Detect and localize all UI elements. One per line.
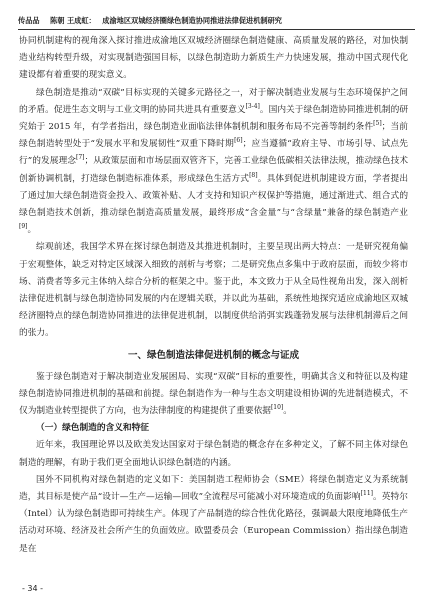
header-article-title: 成渝地区双城经济圈绿色制造协同推进法律促进机制研究 (102, 16, 282, 25)
citation: [10] (270, 404, 284, 412)
paragraph-text: 。 (27, 225, 37, 236)
intro-paragraph-3 (19, 239, 408, 342)
page-number: - 34 - (22, 584, 44, 593)
paragraph-text: ；当前绿色制造转型处于“发展水平和发展韧性”双重下降时期 (19, 122, 408, 150)
subsection-paragraph-1 (19, 437, 408, 471)
citation: [8] (249, 171, 258, 179)
paragraph-text: 绿色制造是推动“双碳”目标实现的关键多元路径之一，对于解决制造业发展与生态环境保护之间的矛盾。促进生态文明与工业文明的协同共进具有重要意义 (19, 87, 408, 115)
citation: [7] (75, 154, 85, 162)
citation: [9] (19, 223, 28, 231)
section-paragraph (19, 369, 408, 421)
citation: [11] (360, 490, 373, 498)
paragraph-text: 协同机制建构的视角深入探讨推进成渝地区双城经济圈绿色制造健康、高质量发展的路径，对加快制造业结构转型升级，对实现制造强国目标，以绿色制造助力新质生产力快速发展，推动中国式现代化建设都有着重要的现实意义。 (19, 36, 408, 81)
article-body (19, 33, 408, 558)
paragraph-text: 。具体到促进机制建设方面，学者提出了通过加大绿色制造资金投入、政策补贴、人才支持和知识产权保护等措施，通过渐进式、组合式的绿色制造技术创新，推动绿色制造高质量发展，最终形成“含金量”与“含绿量”兼备的绿色制造产业 (19, 173, 409, 219)
subsection-paragraph-2 (19, 472, 408, 558)
paragraph-text: 鉴于绿色制造对于解决制造业发展困局、实现“双碳”目标的重要性，明确其含义和特征以及构建绿色制造协同推进机制的基础和前提。绿色制造作为一种与生态文明建设相协调的先进制造模式，不仅为制造业转型提供了方向，也为法律制度的构建提供了重要依据 (19, 371, 408, 417)
citation: [5] (373, 120, 382, 128)
paragraph-text: 近年来，我国理论界以及欧美发达国家对于绿色制造的概念存在多种定义，了解不同主体对绿色制造的理解，有助于我们更全面地认识绿色制造的内涵。 (19, 440, 408, 468)
header-rule (18, 29, 415, 30)
citation: [6] (234, 137, 243, 145)
section-heading: 一、绿色制造法律促进机制的概念与证成 (127, 349, 299, 361)
paragraph-text: ；从政策层面和市场层面双管齐下，完善工业绿色低碳相关法律法规，推动绿色技术创新协调机制，打造绿色制造标准体系，形成绿色生活方式 (19, 156, 409, 184)
paragraph-text: 国外不同机构对绿色制造的定义如下：美国制造工程师协会（SME）将绿色制造定义为系统制造，其目标是使产品“设计—生产—运输—回收”全流程尽可能减小对环境造成的负面影响 (19, 474, 408, 503)
intro-paragraph-2 (19, 85, 408, 240)
paragraph-text: 。国内关于绿色制造协同推进机制的研究始于 2015 年，有学者指出，绿色制造业面临法律体制机制和服务布局不完善等制约条件 (19, 104, 409, 133)
paragraph-text: 。英特尔（Intel）认为绿色制造即可持续生产。体现了产品制造的综合性优化路径，强调最大限度地降低生产活动对环境、经济及社会所产生的负面效应。欧盟委员会（European Commission）指出绿色制造是在 (19, 492, 408, 554)
subsection-heading: （一）绿色制造的含义和特征 (36, 423, 149, 434)
paragraph-text: ；应当遵循“政府主导、市场引导、试点先行”的发展理念 (19, 139, 408, 167)
paragraph-text: 综观前述，我国学术界在探讨绿色制造及其推进机制时，主要呈现出两大特点：一是研究视角偏于宏观整体，缺乏对特定区域深入细致的剖析与考察；二是研究焦点多集中于政府层面，而较少将市场、消费者等多元主体纳入综合分析的框架之中。鉴于此，本文致力于从全局性视角出发，深入剖析法律促进机制与绿色制造协同发展的内在逻辑关联，并以此为基础，系统性地探究适应成渝地区双城经济圈特点的绿色制造协同推进的法律促进机制，以制度供给消弭实践蓬勃发展与法律机制滞后之间的张力。 (19, 242, 408, 339)
journal-name: 传品品 (18, 16, 40, 25)
paragraph-text: 。 (283, 406, 292, 417)
citation: [3-4] (245, 102, 260, 110)
intro-paragraph-1 (19, 33, 408, 85)
running-header (18, 16, 413, 26)
header-authors: 陈朝 王成虹： (50, 16, 96, 25)
